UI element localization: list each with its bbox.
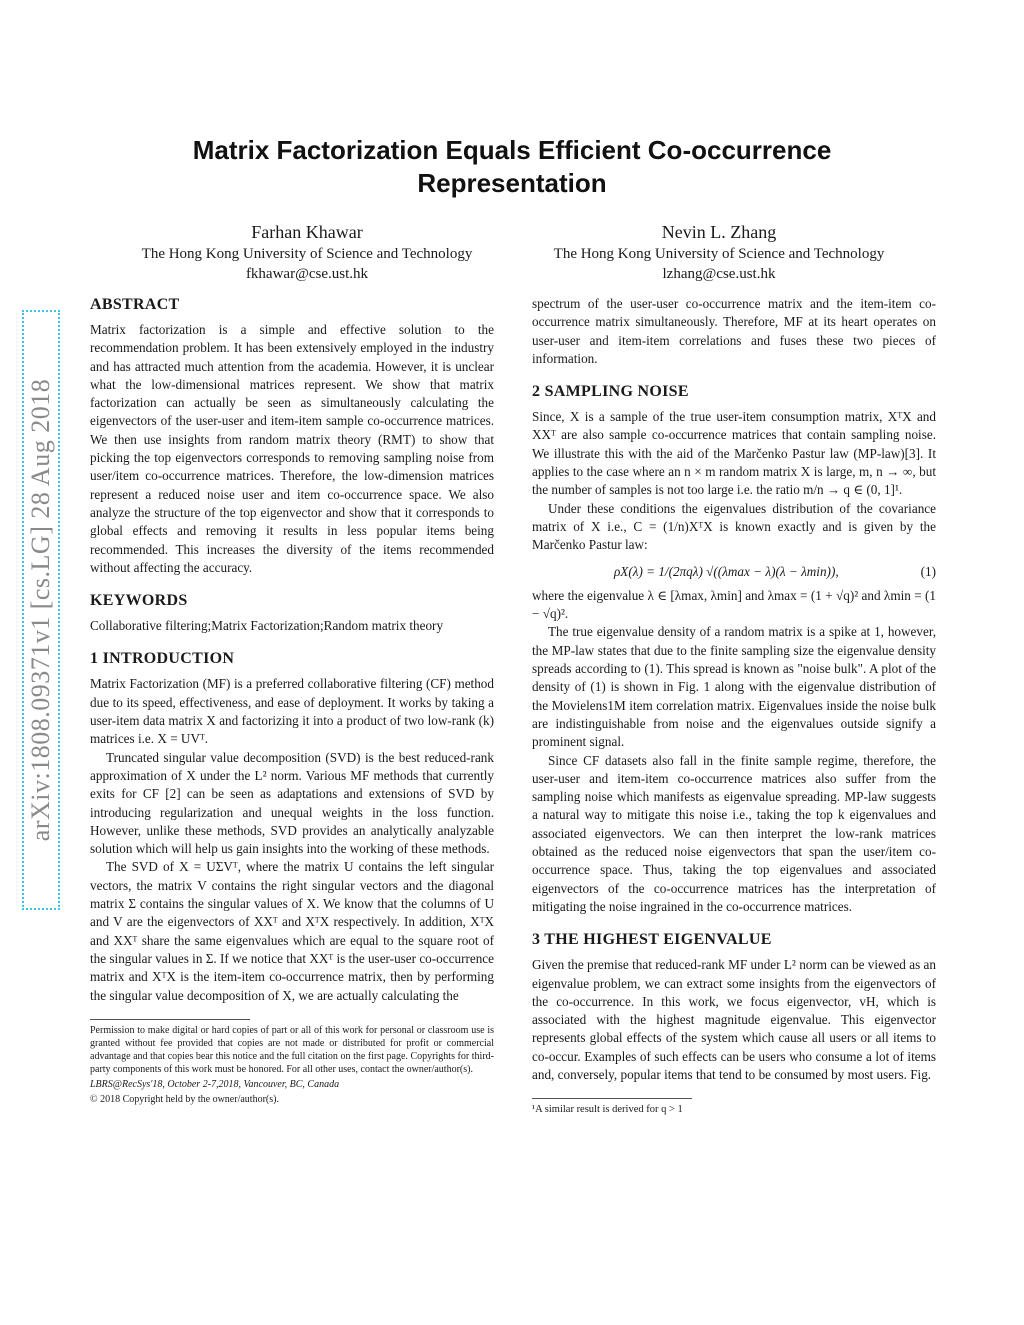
author-block [97, 220, 517, 284]
section-heading-highest-eigenvalue: 3 THE HIGHEST EIGENVALUE [532, 931, 772, 949]
paper-title: Matrix Factorization Equals Efficient Co-occurrence Representation [192, 135, 832, 198]
permission-notice [90, 1024, 494, 1106]
permission-text: Permission to make digital or hard copies of part or all of this work for personal or classroom use is granted without fee provided that copies are not made or distributed for profit or commercial advantage and that copies bear this notice and the full citation on the first page. Copyrights for third-party components of this work must be honored. For all other uses, contact the owner/author(s). [90, 1024, 494, 1075]
intro-paragraph: Matrix Factorization (MF) is a preferred collaborative filtering (CF) method due to its speed, effectiveness, and ease of deployment. It works by taking a user-item data matrix X and factorizing it into a product of two low-rank (k) matrices i.e. X = UVᵀ. [90, 676, 494, 747]
keywords-text: Collaborative filtering;Matrix Factorization;Random matrix theory [90, 618, 444, 634]
author-block [509, 220, 929, 284]
footnote-divider [532, 1098, 692, 1099]
section-heading-introduction: 1 INTRODUCTION [90, 650, 235, 668]
copyright-text: © 2018 Copyright held by the owner/author(s). [90, 1093, 279, 1105]
right-column [532, 295, 936, 1116]
equation-body: ρX(λ) = 1/(2πqλ) √((λmax − λ)(λ − λmin)), [613, 563, 839, 579]
equation-number: (1) [920, 563, 936, 579]
author-affiliation: The Hong Kong University of Science and Technology [553, 246, 885, 262]
author-email: fkhawar@cse.ust.hk [245, 266, 369, 282]
sampling-paragraph: The true eigenvalue density of a random matrix is a spike at 1, however, the MP-law states that due to the finite sampling size the eigenvalue density spreads according to (1). This spread is known as "noise bulk". A plot of the density of (1) is shown in Fig. 1 along with the eigenvalue distribution of the Movielens1M item correlation matrix. Eigenvalues inside the noise bulk are indistinguishable from noise and the eigenvalues outside signify a prominent signal. [532, 624, 936, 750]
intro-paragraph: Truncated singular value decomposition (SVD) is the best reduced-rank approximation of X under the L² norm. Various MF methods that currently exits for CF [2] can be seen as adaptations and extensions of SVD by introducing regularization and unequal weights in the loss function. However, unlike these methods, SVD provides an analytically analyzable solution which will help us gain insights into the working of these methods. [90, 749, 494, 857]
arxiv-stamp [22, 310, 60, 910]
keywords-heading: KEYWORDS [90, 592, 188, 610]
equation-1 [532, 563, 936, 581]
sampling-paragraph: Since CF datasets also fall in the finite sample regime, therefore, the user-user and item-item co-occurrence matrices also suffer from the sampling noise which manifests as eigenvalue spreading. MP-law suggests a natural way to mitigate this noise i.e., taking the top k eigenvalues and associated eigenvectors. We can then interpret the low-rank matrices obtained as the reduced noise eigenvectors that span the user/item co-occurrence space. Thus, taking the top eigenvalues and associated eigenvectors of the co-occurrence matrices has the interpretation of mitigating the noise ingrained in the co-occurrence matrices. [532, 752, 936, 914]
abstract-heading: ABSTRACT [90, 296, 180, 313]
footnote-divider [90, 1019, 250, 1020]
author-name: Farhan Khawar [251, 222, 363, 242]
author-affiliation: The Hong Kong University of Science and Technology [141, 246, 473, 262]
footnote: ¹A similar result is derived for q > 1 [532, 1104, 683, 1116]
section-heading-sampling-noise: 2 SAMPLING NOISE [532, 383, 689, 401]
author-name: Nevin L. Zhang [661, 222, 777, 242]
sampling-paragraph: Under these conditions the eigenvalues distribution of the covariance matrix of X i.e., C = (1/n)XᵀX is known exactly and is given by the Marčenko Pastur law: [532, 500, 936, 553]
intro-paragraph: The SVD of X = UΣVᵀ, where the matrix U contains the left singular vectors, the matrix V contains the right singular vectors and the diagonal matrix Σ contains the singular values of X. We know that the columns of U and V are the eigenvectors of XXᵀ and XᵀX respectively. In addition, XᵀX and XXᵀ share the same eigenvalues which are equal to the square root of the singular values in Σ. If we notice that XXᵀ is the user-user co-occurrence matrix and XᵀX is the item-item co-occurrence matrix, then by performing the singular value decomposition of X, we are actually calculating the [90, 859, 495, 1003]
arxiv-stamp-text: arXiv:1808.09371v1 [cs.LG] 28 Aug 2018 [26, 378, 55, 842]
author-email: lzhang@cse.ust.hk [662, 266, 776, 282]
eigenvalue-paragraph: Given the premise that reduced-rank MF under L² norm can be viewed as an eigenvalue problem, we can extract some insights from the eigenvectors of the co-occurrence. In this work, we focus eigenvector, vH, which is associated with the highest magnitude eigenvalue. This eigenvector represents global effects of the system which cause all users or all items to co-occur. Examples of such effects can be users who consume a lot of items and, conversely, popular items that tend to be consumed by most users. Fig. [532, 957, 936, 1082]
continued-paragraph: spectrum of the user-user co-occurrence matrix and the item-item co-occurrence matrix simultaneously. Therefore, MF at its heart operates on user-user and item-item correlations and fuses these two pieces of information. [532, 296, 936, 366]
venue-text: LBRS@RecSys'18, October 2-7,2018, Vancouver, BC, Canada [90, 1078, 340, 1090]
sampling-paragraph: where the eigenvalue λ ∈ [λmax, λmin] and λmax = (1 + √q)² and λmin = (1 − √q)². [532, 587, 936, 622]
abstract-text: Matrix factorization is a simple and effective solution to the recommendation problem. It has been extensively employed in the industry and has attracted much attention from the academia. However, it is unclear what the low-dimensional matrices represent. We show that matrix factorization can actually be seen as simultaneously calculating the eigenvectors of the user-user and item-item sample co-occurrence matrices. We then use insights from random matrix theory (RMT) to show that picking the top eigenvectors corresponds to removing sampling noise from user/item co-occurrence matrices. Therefore, the low-dimension matrices represent a reduced noise user and item co-occurrence space. We also analyze the structure of the top eigenvector and show that it corresponds to global effects and removing it results in less popular items being recommended. This increases the diversity of the items recommended without affecting the accuracy. [90, 322, 494, 575]
left-column [90, 295, 494, 1108]
sampling-paragraph: Since, X is a sample of the true user-item consumption matrix, XᵀX and XXᵀ are also sample co-occurrence matrices that contain sampling noise. We illustrate this with the aid of the Marčenko Pastur law (MP-law)[3]. It applies to the case where an n × m random matrix X is large, m, n → ∞, but the number of samples is not too large i.e. the ratio m/n → q ∈ (0, 1]¹. [532, 409, 936, 498]
